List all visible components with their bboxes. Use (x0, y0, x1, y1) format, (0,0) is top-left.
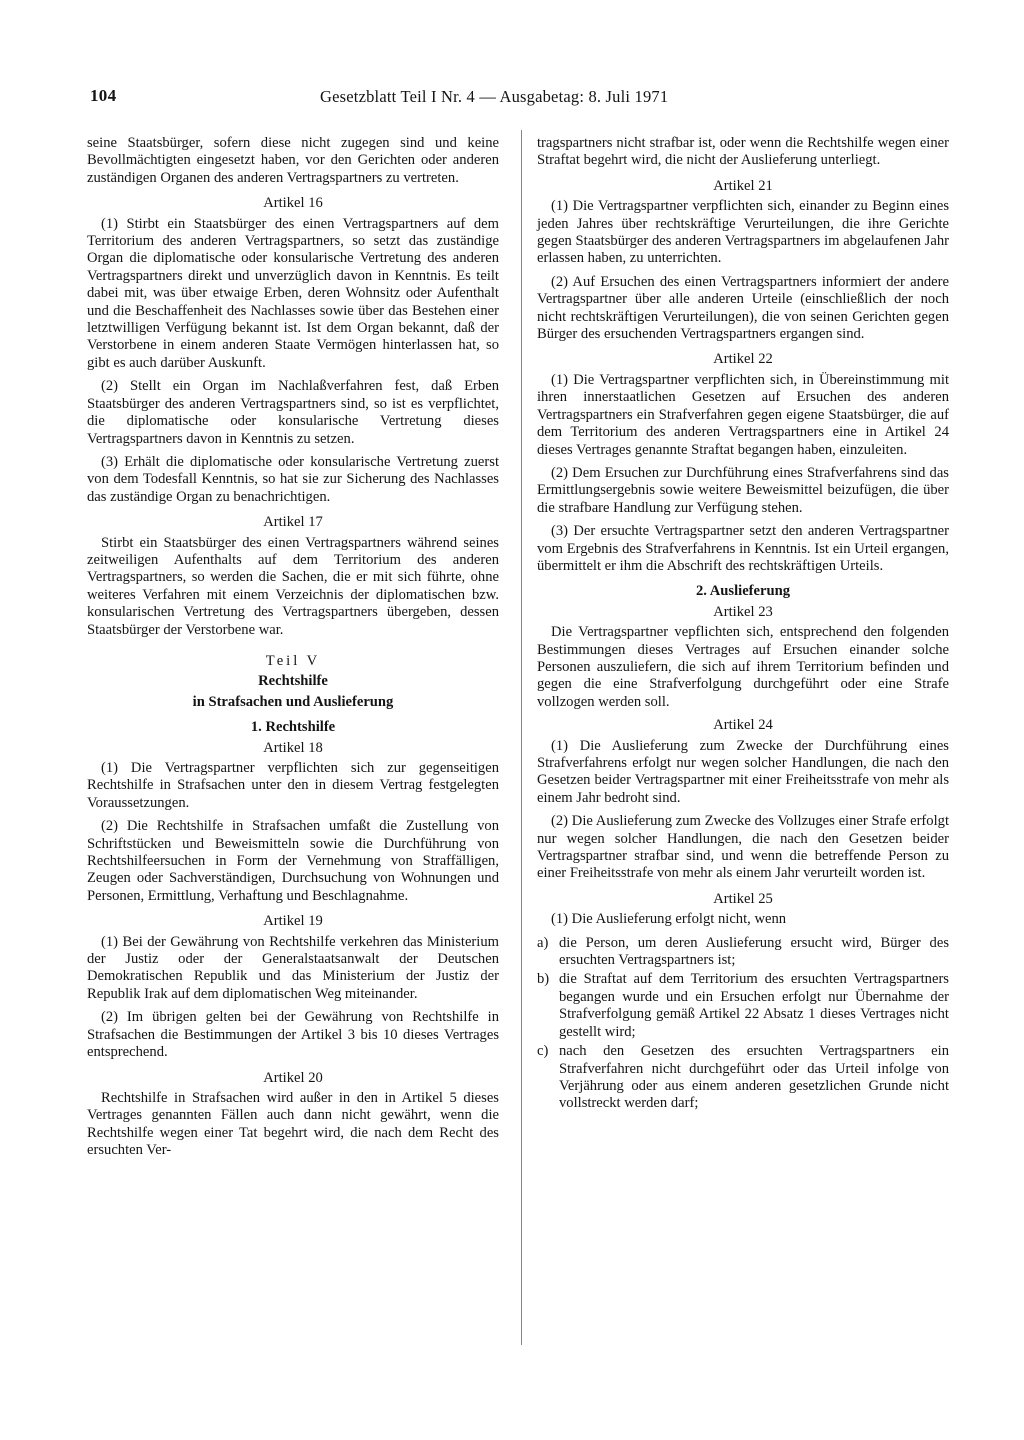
part-subtitle: Rechtshilfe (258, 673, 328, 690)
list-item-text: die Person, um deren Auslieferung ersucht wird, Bürger des ersuchten Vertragspartners ist; (559, 934, 949, 969)
paragraph: Stirbt ein Staatsbürger des einen Vertragspartners während seines zeitweiligen Aufenthalts auf dem Territorium des anderen Vertragspartners, so werden die Sachen, die er mit sich führte, ohne weiteres Verfahren mit einem Verzeichnis der diplomatischen bzw. konsularischen Vertretung des Vertragspartners übergeben, dessen Staatsbürger der Verstorbene war. (87, 534, 499, 638)
article-heading: Artikel 25 (713, 890, 773, 907)
paragraph: (1) Stirbt ein Staatsbürger des einen Vertragspartners auf dem Territorium des anderen Vertragspartners, so setzt das zuständige Organ die diplomatische oder konsularische Vertretung des anderen Vertragspartners direkt und unverzüglich davon in Kenntnis. Es teilt dabei mit, was über etwaige Erben, deren Wohnsitz oder Aufenthalt und die Beschaffenheit des Nachlasses sowie über das Bestehen einer letztwilligen Verfügung bekannt ist. Ist dem Organ bekannt, daß der Verstorbene in einem anderen Staate Vermögen hinterlassen hat, so gibt es auch darüber Auskunft. (87, 215, 499, 371)
paragraph: (1) Bei der Gewährung von Rechtshilfe verkehren das Ministerium der Justiz oder der Generalstaatsanwalt der Deutschen Demokratischen Republik und das Ministerium der Justiz der Republik Irak auf dem diplomatischen Weg miteinander. (87, 933, 499, 1002)
paragraph: Die Vertragspartner vepflichten sich, entsprechend den folgenden Bestimmungen dieses Vertrages auf Ersuchen einander solche Personen auszuliefern, die sich auf ihrem Territorium befinden und gegen die eine Strafverfolgung durchgeführt oder eine Strafe vollzogen werden soll. (537, 624, 949, 710)
condition-list (537, 935, 949, 1113)
article-heading: Artikel 23 (713, 603, 773, 620)
paragraph: tragspartners nicht strafbar ist, oder wenn die Rechtshilfe wegen einer Straftat begehrt wird, die nicht der Auslieferung unterliegt. (537, 135, 949, 169)
list-marker: b) (537, 971, 550, 988)
article-heading: Artikel 16 (263, 195, 323, 212)
running-head: Gesetzblatt Teil I Nr. 4 — Ausgabetag: 8. Juli 1971 (320, 87, 669, 106)
paragraph: (3) Der ersuchte Vertragspartner setzt den anderen Vertragspartner vom Ergebnis des Strafverfahrens in Kenntnis. Ist ein Urteil ergangen, übermittelt er ihm die Abschrift des rechtskräftigen Urteils. (537, 523, 949, 574)
paragraph: (1) Die Vertragspartner verpflichten sich, einander zu Beginn eines jeden Jahres über rechtskräftige Verurteilungen, die ihre Gerichte gegen Staatsbürger des anderen Vertragspartners im abgelaufenen Jahr erlassen haben, zu unterrichten. (537, 198, 949, 267)
paragraph: (2) Auf Ersuchen des einen Vertragspartners informiert der andere Vertragspartner über alle anderen Urteile (einschließlich der noch nicht rechtskräftigen Verurteilungen), die von seinen Gerichten gegen Bürger des ersuchenden Vertragspartners ergangen sind. (537, 273, 949, 343)
list-item (537, 971, 949, 1041)
paragraph: (1) Die Auslieferung zum Zwecke der Durchführung eines Strafverfahrens erfolgt nur wegen solcher Handlungen, die nach den Gesetzen beider Vertragspartner mit einer Freiheitsstrafe von mehr als einem Jahr bedroht sind. (537, 737, 949, 806)
right-column (537, 135, 949, 1115)
paragraph: seine Staatsbürger, sofern diese nicht zugegen sind und keine Bevollmächtigten eingesetzt haben, vor den Gerichten oder anderen zuständigen Organen des anderen Vertragspartners zu vertreten. (87, 135, 499, 186)
part-subtitle: in Strafsachen und Auslieferung (192, 693, 394, 710)
article-heading: Artikel 18 (263, 739, 323, 756)
section-heading: 2. Auslieferung (695, 583, 791, 600)
column-divider (521, 130, 522, 1345)
article-heading: Artikel 17 (263, 514, 323, 531)
list-marker: a) (537, 934, 549, 951)
list-item-text: nach den Gesetzen des ersuchten Vertragspartners ein Strafverfahren nicht durchgeführt oder das Urteil infolge von Verjährung oder aus einem anderen gesetzlichen Grunde nicht vollstreckt werden darf; (559, 1043, 949, 1112)
article-heading: Artikel 21 (713, 177, 773, 194)
list-item (537, 935, 949, 970)
list-item (537, 1043, 949, 1113)
page-number: 104 (90, 86, 117, 105)
paragraph: (2) Die Rechtshilfe in Strafsachen umfaßt die Zustellung von Schriftstücken und Beweismitteln sowie die Durchführung von Rechtshilfeersuchen in Form der Vernehmung von Straffälligen, Zeugen oder Sachverständigen, Durchsuchung von Wohnungen und Personen, Ermittlung, Verhaftung und Beschlagnahme. (87, 818, 499, 904)
left-column (87, 135, 499, 1166)
paragraph: (1) Die Vertragspartner verpflichten sich, in Übereinstimmung mit ihren innerstaatlichen Gesetzen auf Ersuchen des anderen Vertragspartners ein Strafverfahren gegen eigene Staatsbürger, die auf dem Territorium des anderen Vertragspartners eine in Artikel 24 dieses Vertrages genannte Straftat begangen haben, einzuleiten. (537, 371, 949, 458)
section-heading: 1. Rechtshilfe (250, 719, 336, 736)
article-heading: Artikel 24 (713, 717, 773, 734)
paragraph: (2) Dem Ersuchen zur Durchführung eines Strafverfahrens sind das Ermittlungsergebnis sowie weitere Beweismittel beizufügen, die über die strafbare Handlung zur Verfügung stehen. (537, 464, 949, 516)
list-marker: c) (537, 1043, 549, 1060)
paragraph: (1) Die Vertragspartner verpflichten sich zur gegenseitigen Rechtshilfe in Strafsachen unter den in diesem Vertrag festgelegten Voraussetzungen. (87, 760, 499, 811)
paragraph: (3) Erhält die diplomatische oder konsularische Vertretung zuerst von dem Todesfall Kenntnis, so hat sie zur Sicherung des Nachlasses das zuständige Organ zu benachrichtigen. (87, 453, 499, 505)
part-heading: Teil V (265, 652, 321, 669)
paragraph: (2) Stellt ein Organ im Nachlaßverfahren fest, daß Erben Staatsbürger des anderen Vertragspartners sind, so ist es verpflichtet, die diplomatische oder konsularische Vertretung dieses Vertragspartners davon in Kenntnis zu setzen. (87, 378, 499, 447)
list-item-text: die Straftat auf dem Territorium des ersuchten Vertragspartners begangen wurde und ein Ersuchen erfolgt nur Übernahme der Strafverfolgung gemäß Artikel 22 Absatz 1 dieses Vertrages nicht gestellt wird; (559, 971, 949, 1040)
article-heading: Artikel 20 (263, 1069, 323, 1086)
paragraph: Rechtshilfe in Strafsachen wird außer in den in Artikel 5 dieses Vertrages genannten Fällen auch dann nicht gewährt, wenn die Rechtshilfe wegen einer Tat begehrt wird, die nach dem Recht des ersuchten Ver- (87, 1089, 499, 1159)
paragraph: (2) Im übrigen gelten bei der Gewährung von Rechtshilfe in Strafsachen die Bestimmungen der Artikel 3 bis 10 dieses Vertrages entsprechend. (87, 1009, 499, 1061)
paragraph: (2) Die Auslieferung zum Zwecke des Vollzuges einer Strafe erfolgt nur wegen solcher Handlungen, die nach den Gesetzen beider Vertragspartner strafbar sind, und wenn die betreffende Person zu einer Freiheitsstrafe von mehr als einem Jahr verurteilt worden ist. (537, 813, 949, 882)
article-heading: Artikel 19 (263, 913, 323, 930)
article-heading: Artikel 22 (713, 351, 773, 368)
paragraph: (1) Die Auslieferung erfolgt nicht, wenn (551, 911, 787, 928)
